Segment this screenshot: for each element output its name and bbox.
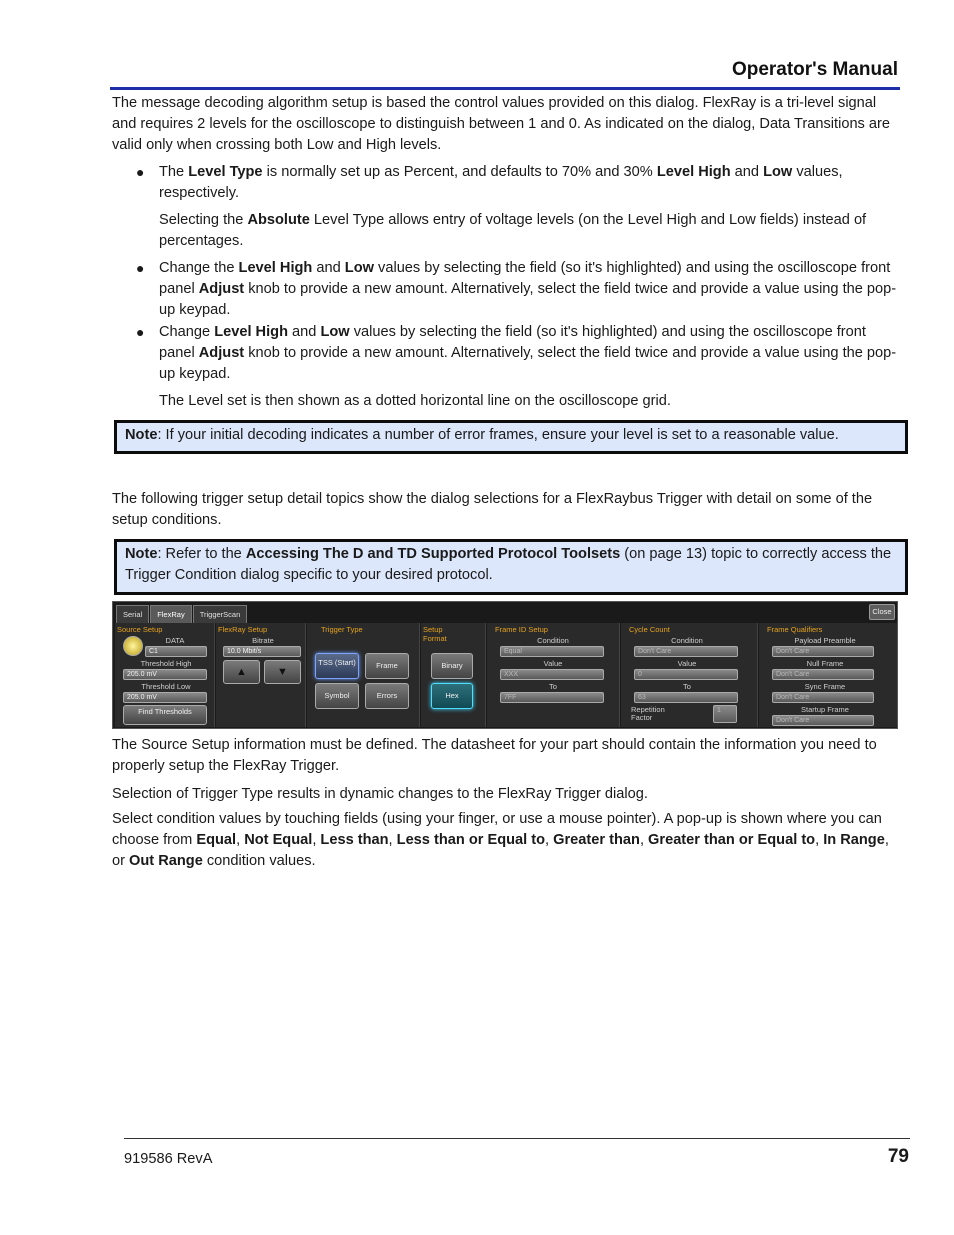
frame-qualifiers-panel (759, 623, 897, 727)
binary-button[interactable]: Binary (431, 653, 473, 679)
cross-reference-link[interactable]: Accessing The D and TD Supported Protocol Toolsets (245, 546, 621, 562)
cycle-condition-label: Condition (671, 636, 703, 645)
close-button[interactable]: Close (869, 604, 895, 620)
frame-button[interactable]: Frame (365, 653, 409, 679)
startup-frame-label: Startup Frame (801, 705, 849, 714)
source-setup-paragraph: The Source Setup information must be defined. The datasheet for your part should contain the information you need to properly setup the FlexRay Trigger. (112, 737, 877, 774)
frame-id-setup-panel (487, 623, 620, 727)
null-frame-field[interactable]: Don't Care (772, 669, 874, 680)
trigger-type-paragraph: Selection of Trigger Type results in dynamic changes to the FlexRay Trigger dialog. (112, 786, 648, 802)
source-knob-icon[interactable] (123, 636, 143, 656)
list-sub-paragraph: Selecting the Absolute Level Type allows entry of voltage levels (on the Level High and Low fields) instead of percentages. (159, 212, 867, 249)
cycle-value-field[interactable]: 0 (634, 669, 738, 680)
bullet-icon: ● (136, 324, 145, 340)
list-sub-paragraph: The Level set is then shown as a dotted horizontal line on the oscilloscope grid. (159, 393, 671, 409)
intro-paragraph: The message decoding algorithm setup is based the control values provided on this dialog. FlexRay is a tri-level signal and requires 2 levels for the oscilloscope to distinguish between 1 and 0. As indicated on the dialog, Data Transitions are valid only when crossing both Low and High levels. (112, 95, 891, 153)
bullet-icon: ● (136, 260, 145, 276)
list-item: ● The Level Type is normally set up as Percent, and defaults to 70% and 30% Level High and Low values, respectively. (136, 164, 843, 201)
bitrate-label: Bitrate (252, 636, 274, 645)
find-thresholds-button[interactable]: Find Thresholds (123, 705, 207, 725)
flexray-trigger-dialog-screenshot (112, 601, 898, 729)
startup-frame-field[interactable]: Don't Care (772, 715, 874, 726)
frame-id-to-label: To (549, 682, 557, 691)
triangle-up-icon: ▲ (236, 666, 247, 678)
frame-id-condition-field[interactable]: Equal (500, 646, 604, 657)
cycle-count-panel (621, 623, 758, 727)
payload-preamble-field[interactable]: Don't Care (772, 646, 874, 657)
bitrate-down-button[interactable] (264, 660, 301, 684)
cycle-condition-field[interactable]: Don't Care (634, 646, 738, 657)
cycle-count-title: Cycle Count (629, 625, 670, 634)
bullet-icon: ● (136, 164, 145, 180)
flexray-setup-title: FlexRay Setup (218, 625, 268, 634)
list-item: ● Change the Level High and Low values by selecting the field (so it's highlighted) and using the oscilloscope front panel Adjust knob to provide a new amount. Alternatively, select the field twice and provide a value using the pop-up keypad. (136, 260, 897, 318)
dialog-tabs (116, 605, 248, 623)
document-id: 919586 RevA (124, 1151, 213, 1167)
condition-values-paragraph: Select condition values by touching fields (using your finger, or use a mouse pointer). A pop-up is shown where you can choose from Equal, Not Equal, Less than, Less than or Equal to, Greater than, Greater than or Equal to, In Range, or Out Range condition values. (112, 811, 889, 869)
triangle-down-icon: ▼ (277, 666, 288, 678)
frame-id-to-field[interactable]: 7FF (500, 692, 604, 703)
errors-button[interactable]: Errors (365, 683, 409, 709)
page-title: Operator's Manual (731, 59, 898, 80)
note-box: Note: If your initial decoding indicates a number of error frames, ensure your level is set to a reasonable value. (114, 420, 908, 454)
note-box: Note: Refer to the Accessing The D and TD Supported Protocol Toolsets (on page 13) topic to correctly access the Trigger Condition dialog specific to your desired protocol. (114, 539, 908, 595)
page-header (110, 58, 900, 90)
sync-frame-label: Sync Frame (804, 682, 846, 691)
payload-preamble-label: Payload Preamble (794, 636, 856, 645)
null-frame-label: Null Frame (806, 659, 844, 668)
list-item: ● Change Level High and Low values by selecting the field (so it's highlighted) and using the oscilloscope front panel Adjust knob to provide a new amount. Alternatively, select the field twice and provide a value using the pop-up keypad. (136, 324, 897, 382)
frame-id-value-field[interactable]: XXX (500, 669, 604, 680)
hex-button[interactable]: Hex (431, 683, 473, 709)
symbol-button[interactable]: Symbol (315, 683, 359, 709)
footer-divider (124, 1138, 910, 1139)
repetition-factor-field[interactable]: 1 (713, 705, 737, 723)
bitrate-up-button[interactable] (223, 660, 260, 684)
setup-format-panel (421, 623, 486, 727)
setup-format-title: Setup Format (423, 625, 447, 643)
tab-serial[interactable]: Serial (116, 605, 149, 623)
trigger-type-title: Trigger Type (321, 625, 363, 634)
frame-id-value-label: Value (543, 659, 563, 668)
source-setup-title: Source Setup (117, 625, 163, 634)
trigger-type-panel (307, 623, 420, 727)
bitrate-field[interactable]: 10.0 Mbit/s (223, 646, 301, 657)
source-setup-panel (115, 623, 215, 727)
tss-start-button[interactable]: TSS (Start) (315, 653, 359, 679)
tab-flexray[interactable]: FlexRay (150, 605, 192, 623)
cycle-to-field[interactable]: 63 (634, 692, 738, 703)
page-number: 79 (887, 1146, 909, 1167)
frame-qualifiers-title: Frame Qualifiers (767, 625, 823, 634)
trigger-intro-paragraph: The following trigger setup detail topics show the dialog selections for a FlexRaybus Trigger with detail on some of the setup conditions. (112, 491, 873, 528)
threshold-high-label: Threshold High (140, 659, 192, 668)
repetition-factor-label: Repetition Factor (631, 705, 665, 722)
threshold-high-field[interactable]: 205.0 mV (123, 669, 207, 680)
frame-id-condition-label: Condition (537, 636, 569, 645)
data-label: DATA (165, 636, 185, 645)
tab-triggerscan[interactable]: TriggerScan (193, 605, 248, 623)
threshold-low-label: Threshold Low (141, 682, 191, 691)
sync-frame-field[interactable]: Don't Care (772, 692, 874, 703)
source-field[interactable]: C1 (145, 646, 207, 657)
threshold-low-field[interactable]: 205.0 mV (123, 692, 207, 703)
frame-id-setup-title: Frame ID Setup (495, 625, 548, 634)
flexray-setup-panel (216, 623, 306, 727)
cycle-value-label: Value (677, 659, 697, 668)
cycle-to-label: To (683, 682, 691, 691)
